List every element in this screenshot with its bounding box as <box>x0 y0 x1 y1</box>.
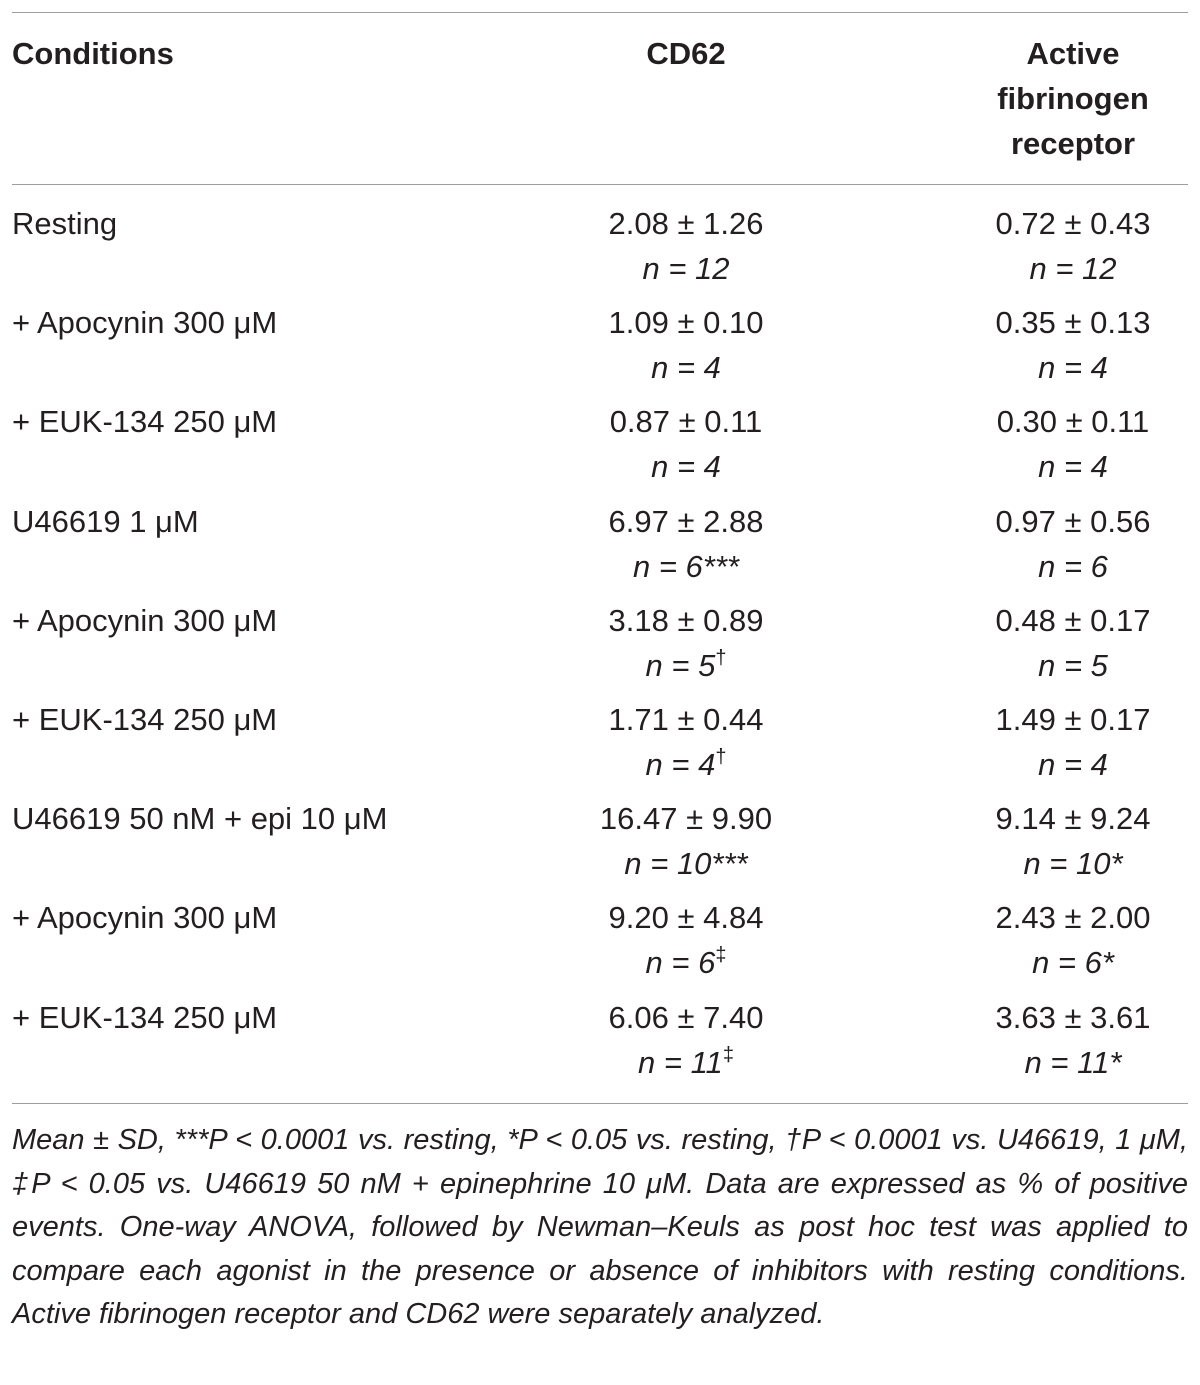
bottom-rule <box>12 1103 1188 1104</box>
condition-cell: + EUK-134 250 μM <box>12 999 278 1035</box>
cd62-n-line <box>546 940 826 990</box>
fib-n: n = 12 <box>1029 251 1117 286</box>
cd62-value: 9.20 ± 4.84 <box>608 900 764 936</box>
condition-cell: + EUK-134 250 μM <box>12 404 278 440</box>
fib-value: 2.43 ± 2.00 <box>995 900 1151 936</box>
table-row <box>12 399 1188 498</box>
cd62-value: 16.47 ± 9.90 <box>599 801 773 837</box>
table-row <box>12 598 1188 697</box>
fib-n: n = 5 <box>1038 647 1108 683</box>
fibrinogen-receptor-cell <box>958 598 1188 693</box>
condition-cell: + EUK-134 250 μM <box>12 701 278 737</box>
cd62-cell <box>546 300 826 395</box>
cd62-n: n = 6*** <box>632 548 739 584</box>
cd62-n: n = 11 <box>638 1044 723 1080</box>
cd62-value: 6.97 ± 2.88 <box>608 503 764 539</box>
cd62-cell <box>546 895 826 990</box>
fib-n: n = 10* <box>1023 846 1123 882</box>
cd62-n: n = 12 <box>642 251 730 286</box>
fib-n-line <box>958 444 1188 494</box>
table-row <box>12 895 1188 994</box>
header-fibrinogen-line-1: Active <box>1026 36 1120 71</box>
cd62-cell <box>546 201 826 296</box>
cd62-cell <box>546 598 826 693</box>
fibrinogen-receptor-cell <box>958 399 1188 494</box>
cd62-n-line <box>546 246 826 296</box>
table-row <box>12 201 1188 300</box>
cd62-significance-mark: † <box>715 745 727 768</box>
cd62-n-line <box>546 345 826 395</box>
cd62-cell <box>546 499 826 594</box>
condition-cell: + Apocynin 300 μM <box>12 305 278 341</box>
fibrinogen-receptor-cell <box>958 995 1188 1090</box>
table-row <box>12 796 1188 895</box>
header-cd62: CD62 <box>646 36 726 71</box>
fibrinogen-receptor-cell <box>958 697 1188 792</box>
fib-value: 0.48 ± 0.17 <box>995 602 1151 638</box>
cd62-significance-mark: ‡ <box>722 1043 734 1066</box>
fib-n: n = 11* <box>1024 1044 1122 1080</box>
table-footnote: Mean ± SD, ***P < 0.0001 vs. resting, *P < 0.05 vs. resting, †P < 0.0001 vs. U46619, 1 μM, ‡P < 0.05 vs. U46619 50 nM + epinephrine 10 μM. Data are expressed as % of positive events. One-way ANOVA, followed by Newman–Keuls as post hoc test was applied to compare each agonist in the presence or absence of inhibitors with resting conditions. Active fibrinogen receptor and CD62 were separately analyzed. <box>12 1124 1188 1330</box>
fibrinogen-receptor-cell <box>958 499 1188 594</box>
top-rule <box>12 12 1188 13</box>
fib-value: 0.30 ± 0.11 <box>996 404 1150 440</box>
cd62-cell <box>546 399 826 494</box>
cd62-cell <box>546 697 826 792</box>
fib-value: 0.97 ± 0.56 <box>995 503 1151 539</box>
cd62-n: n = 5 <box>645 647 716 683</box>
cd62-n: n = 4 <box>651 449 721 485</box>
fib-value: 3.63 ± 3.61 <box>995 999 1151 1035</box>
condition-cell: Resting <box>12 206 118 241</box>
cd62-n-line <box>546 643 826 693</box>
fibrinogen-receptor-cell <box>958 201 1188 296</box>
fib-n-line <box>958 544 1188 594</box>
condition-cell: U46619 50 nM + epi 10 μM <box>12 801 388 837</box>
cd62-cell <box>546 796 826 891</box>
cd62-n-line <box>546 742 826 792</box>
header-active-fibrinogen-receptor <box>958 31 1188 166</box>
header-fibrinogen-line-3: receptor <box>1010 126 1136 161</box>
condition-cell: + Apocynin 300 μM <box>12 602 278 638</box>
table-row <box>12 300 1188 399</box>
cd62-n-line <box>546 444 826 494</box>
fib-n: n = 4 <box>1038 350 1108 386</box>
cd62-n-line <box>546 841 826 891</box>
cd62-cell <box>546 995 826 1090</box>
cd62-n-line <box>546 544 826 594</box>
fib-n: n = 4 <box>1038 746 1108 782</box>
table-row <box>12 499 1188 598</box>
header-conditions: Conditions <box>12 36 174 71</box>
cd62-n: n = 4 <box>651 350 721 386</box>
fib-value: 9.14 ± 9.24 <box>995 801 1151 837</box>
cd62-value: 3.18 ± 0.89 <box>608 602 764 638</box>
fib-value: 0.72 ± 0.43 <box>995 206 1151 241</box>
condition-cell: + Apocynin 300 μM <box>12 900 278 936</box>
fib-n-line <box>958 345 1188 395</box>
cd62-value: 1.09 ± 0.10 <box>608 305 764 341</box>
fibrinogen-receptor-cell <box>958 796 1188 891</box>
table-row <box>12 697 1188 796</box>
cd62-value: 0.87 ± 0.11 <box>609 404 763 440</box>
table-row <box>12 995 1188 1094</box>
cd62-value: 6.06 ± 7.40 <box>608 999 764 1035</box>
fib-value: 0.35 ± 0.13 <box>995 305 1151 341</box>
fib-n-line <box>958 246 1188 296</box>
cd62-significance-mark: † <box>715 646 727 669</box>
cd62-n: n = 4 <box>645 746 716 782</box>
table-body <box>12 201 1188 1094</box>
fib-value: 1.49 ± 0.17 <box>995 701 1151 737</box>
cd62-significance-mark: ‡ <box>715 944 727 967</box>
fib-n-line <box>958 742 1188 792</box>
condition-cell: U46619 1 μM <box>12 503 199 539</box>
fib-n: n = 6 <box>1038 548 1108 584</box>
cd62-n: n = 6 <box>645 945 716 981</box>
cd62-value: 2.08 ± 1.26 <box>608 206 764 241</box>
cd62-value: 1.71 ± 0.44 <box>608 701 764 737</box>
fib-n: n = 6* <box>1032 945 1114 981</box>
fibrinogen-receptor-cell <box>958 895 1188 990</box>
fib-n-line <box>958 940 1188 990</box>
header-fibrinogen-line-2: fibrinogen <box>997 81 1149 116</box>
header-rule <box>12 184 1188 185</box>
fib-n: n = 4 <box>1038 449 1108 485</box>
fib-n-line <box>958 841 1188 891</box>
cd62-n: n = 10*** <box>624 846 748 882</box>
cd62-n-line <box>546 1040 826 1090</box>
fib-n-line <box>958 643 1188 693</box>
fibrinogen-receptor-cell <box>958 300 1188 395</box>
fib-n-line <box>958 1040 1188 1090</box>
